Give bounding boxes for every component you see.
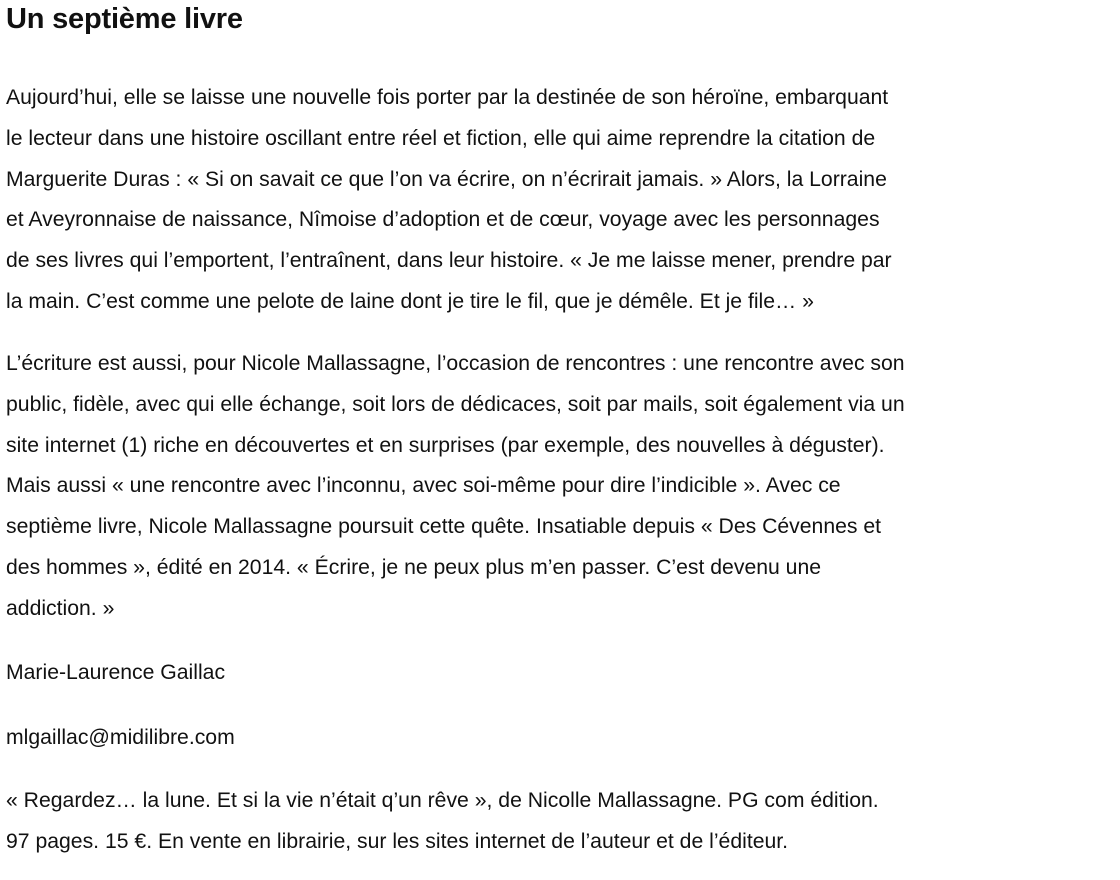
paragraph-encounters: L’écriture est aussi, pour Nicole Mallassagne, l’occasion de rencontres : une rencontre avec son public, fidèle, avec qui elle échange, soit lors de dédicaces, soit par mails, soit également via un site internet (1) riche en découvertes et en surprises (par exemple, des nouvelles à déguster). Mais aussi « une rencontre avec l’inconnu, avec soi-même pour dire l’indicible ». Avec ce septième livre, Nicole Mallassagne poursuit cette quête. Insatiable depuis « Des Cévennes et des hommes », édité en 2014. « Écrire, je ne peux plus m’en passer. C’est devenu une addiction. » xyxy=(6,352,905,620)
article-title: Un septième livre xyxy=(6,3,243,35)
paragraph-intro: Aujourd’hui, elle se laisse une nouvelle fois porter par la destinée de son héroïne, embarquant le lecteur dans une histoire oscillant entre réel et fiction, elle qui aime reprendre la citation de Marguerite Duras : « Si on savait ce que l’on va écrire, on n’écrirait jamais. » Alors, la Lorraine et Aveyronnaise de naissance, Nîmoise d’adoption et de cœur, voyage avec les personnages de ses livres qui l’emportent, l’entraînent, dans leur histoire. « Je me laisse mener, prendre par la main. C’est comme une pelote de laine dont je tire le fil, que je démêle. Et je file… » xyxy=(6,86,892,313)
book-reference: « Regardez… la lune. Et si la vie n’était q’un rêve », de Nicolle Mallassagne. PG com édition. 97 pages. 15 €. En vente en librairie, sur les sites internet de l’auteur et de l’éditeur. xyxy=(6,789,879,853)
author-byline: Marie-Laurence Gaillac xyxy=(6,661,226,684)
author-email: mlgaillac@midilibre.com xyxy=(6,726,235,749)
